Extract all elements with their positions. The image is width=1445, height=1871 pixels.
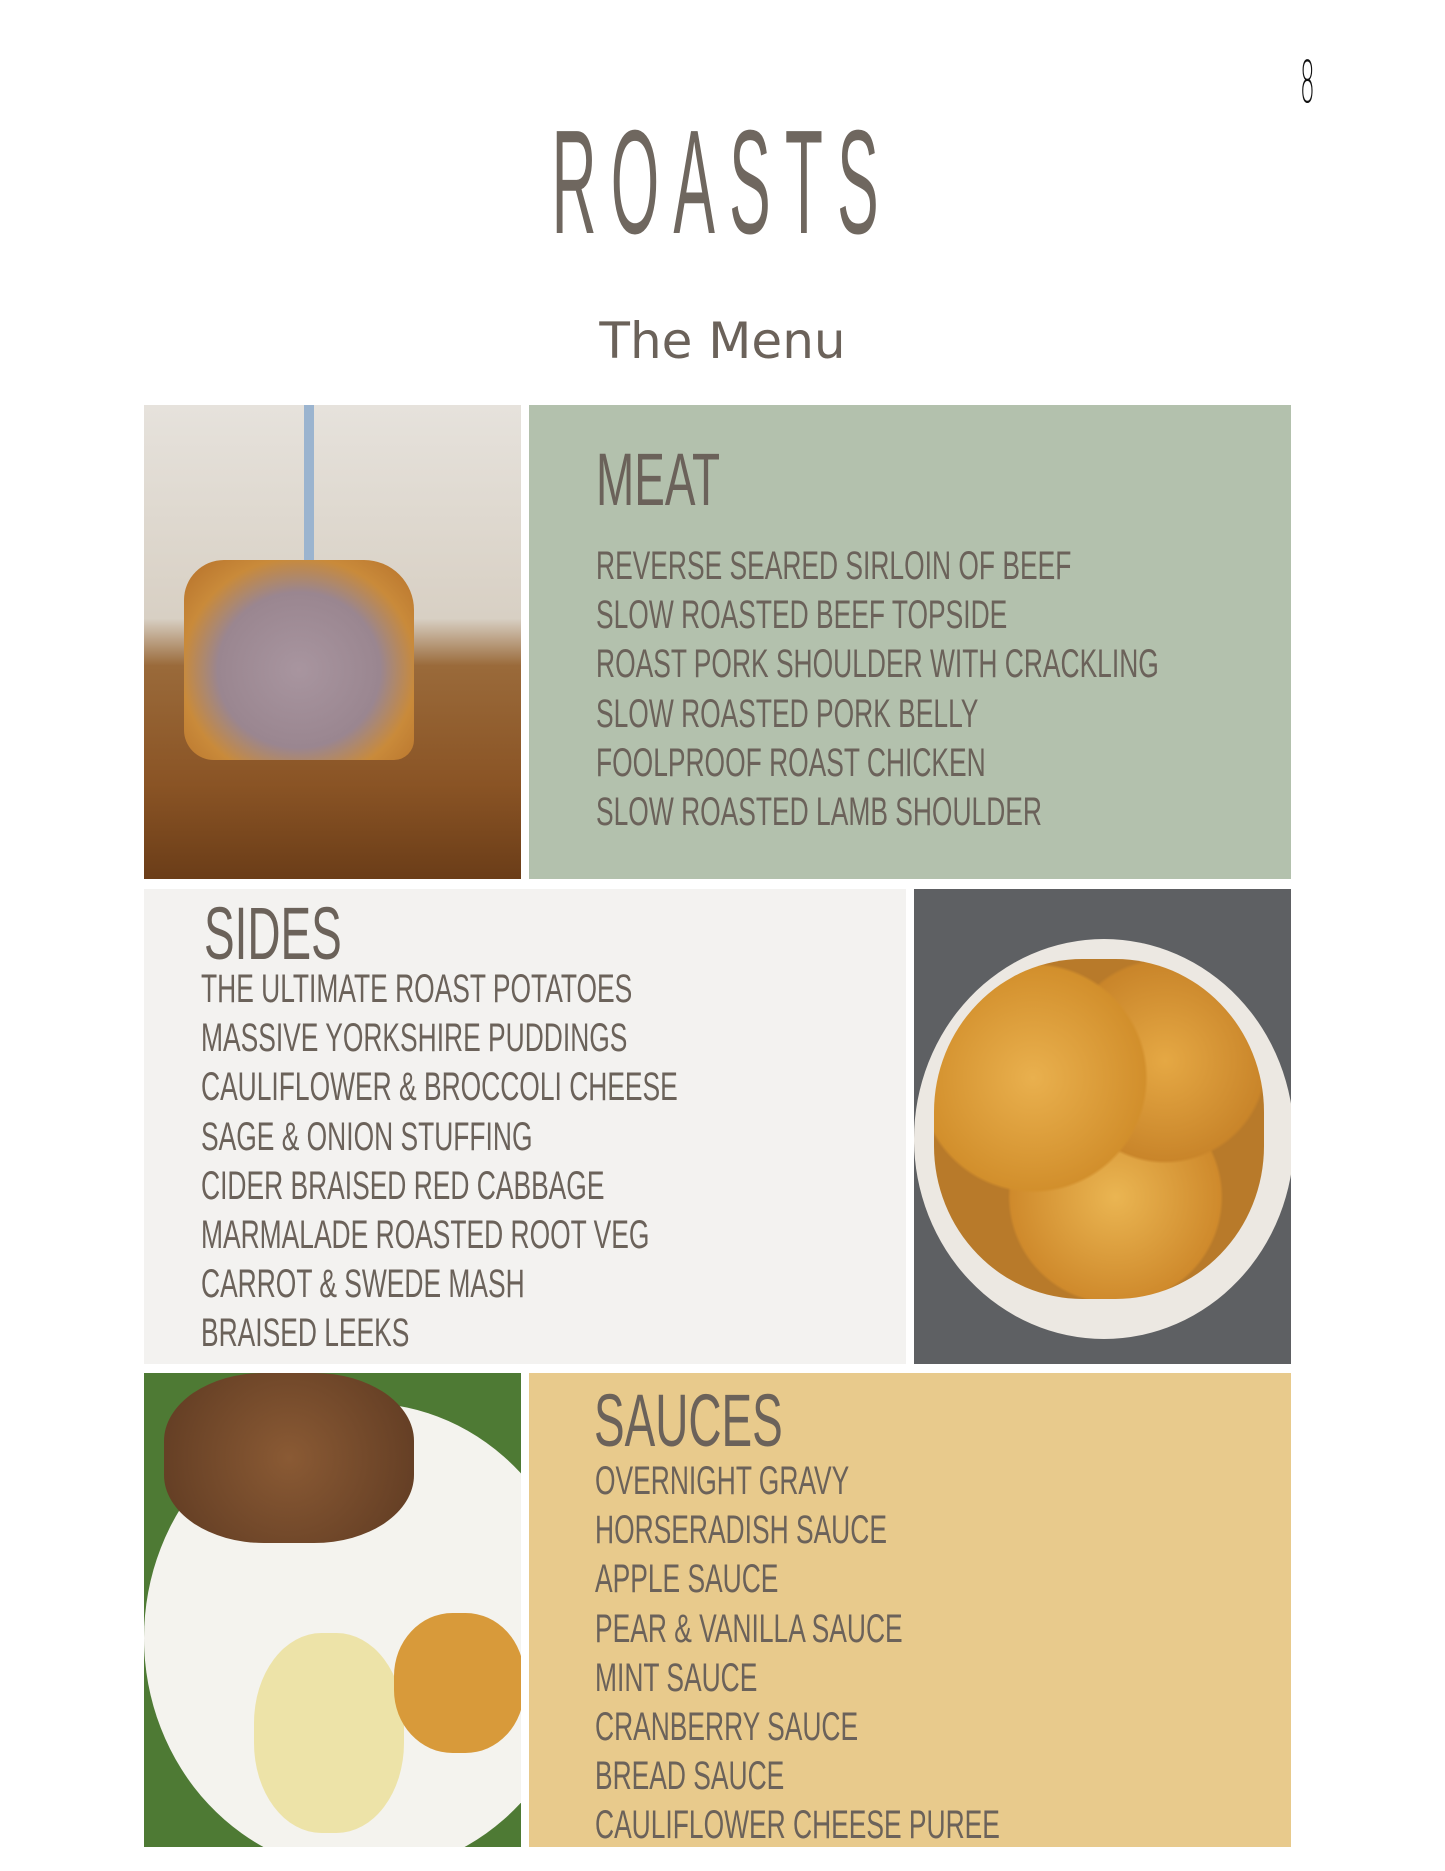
meat-heading: MEAT — [596, 438, 721, 521]
menu-item: MINT SAUCE — [595, 1655, 758, 1700]
menu-item: CARROT & SWEDE MASH — [201, 1262, 525, 1307]
meat-section — [529, 405, 1291, 879]
roast-dinner-plate-photo — [144, 1373, 521, 1847]
menu-item: THE ULTIMATE ROAST POTATOES — [201, 967, 633, 1011]
sauces-section — [529, 1373, 1291, 1847]
menu-item: CAULIFLOWER CHEESE PUREE — [595, 1803, 1000, 1848]
potato-shape — [394, 1613, 521, 1753]
menu-item: FOOLPROOF ROAST CHICKEN — [596, 740, 986, 785]
yorkshire-pudding-shape — [164, 1373, 414, 1543]
menu-item: BRAISED LEEKS — [201, 1311, 410, 1356]
menu-item: APPLE SAUCE — [595, 1557, 779, 1602]
menu-item: ROAST PORK SHOULDER WITH CRACKLING — [596, 642, 1159, 687]
roast-potatoes-photo — [914, 889, 1291, 1364]
title-text: ROASTS — [551, 100, 894, 265]
page-number: 8 — [1300, 48, 1315, 116]
sauces-list — [595, 1457, 1000, 1851]
potatoes-shape — [934, 959, 1264, 1299]
roast-pork-photo — [144, 405, 521, 879]
menu-item: SLOW ROASTED LAMB SHOULDER — [596, 790, 1042, 835]
menu-item: BREAD SAUCE — [595, 1754, 785, 1799]
menu-item: MASSIVE YORKSHIRE PUDDINGS — [201, 1016, 628, 1061]
menu-item: CRANBERRY SAUCE — [595, 1705, 859, 1750]
meat-list — [596, 542, 1159, 837]
menu-item: REVERSE SEARED SIRLOIN OF BEEF — [596, 544, 1072, 588]
menu-item: OVERNIGHT GRAVY — [595, 1459, 850, 1503]
sides-heading: SIDES — [204, 892, 342, 975]
fork-shape — [304, 405, 314, 575]
menu-item: HORSERADISH SAUCE — [595, 1508, 887, 1553]
menu-item: CIDER BRAISED RED CABBAGE — [201, 1163, 605, 1208]
sides-list — [201, 965, 678, 1359]
menu-item: CAULIFLOWER & BROCCOLI CHEESE — [201, 1065, 678, 1110]
pork-shape — [184, 560, 414, 760]
mash-shape — [254, 1633, 404, 1833]
menu-item: MARMALADE ROASTED ROOT VEG — [201, 1213, 650, 1258]
sauces-heading: SAUCES — [594, 1379, 783, 1462]
menu-item: SAGE & ONION STUFFING — [201, 1114, 533, 1159]
menu-item: PEAR & VANILLA SAUCE — [595, 1606, 903, 1651]
page-title — [0, 100, 1445, 265]
page-subtitle: The Menu — [599, 312, 846, 370]
sides-section — [144, 889, 906, 1364]
menu-item: SLOW ROASTED PORK BELLY — [596, 691, 979, 736]
menu-item: SLOW ROASTED BEEF TOPSIDE — [596, 593, 1008, 638]
